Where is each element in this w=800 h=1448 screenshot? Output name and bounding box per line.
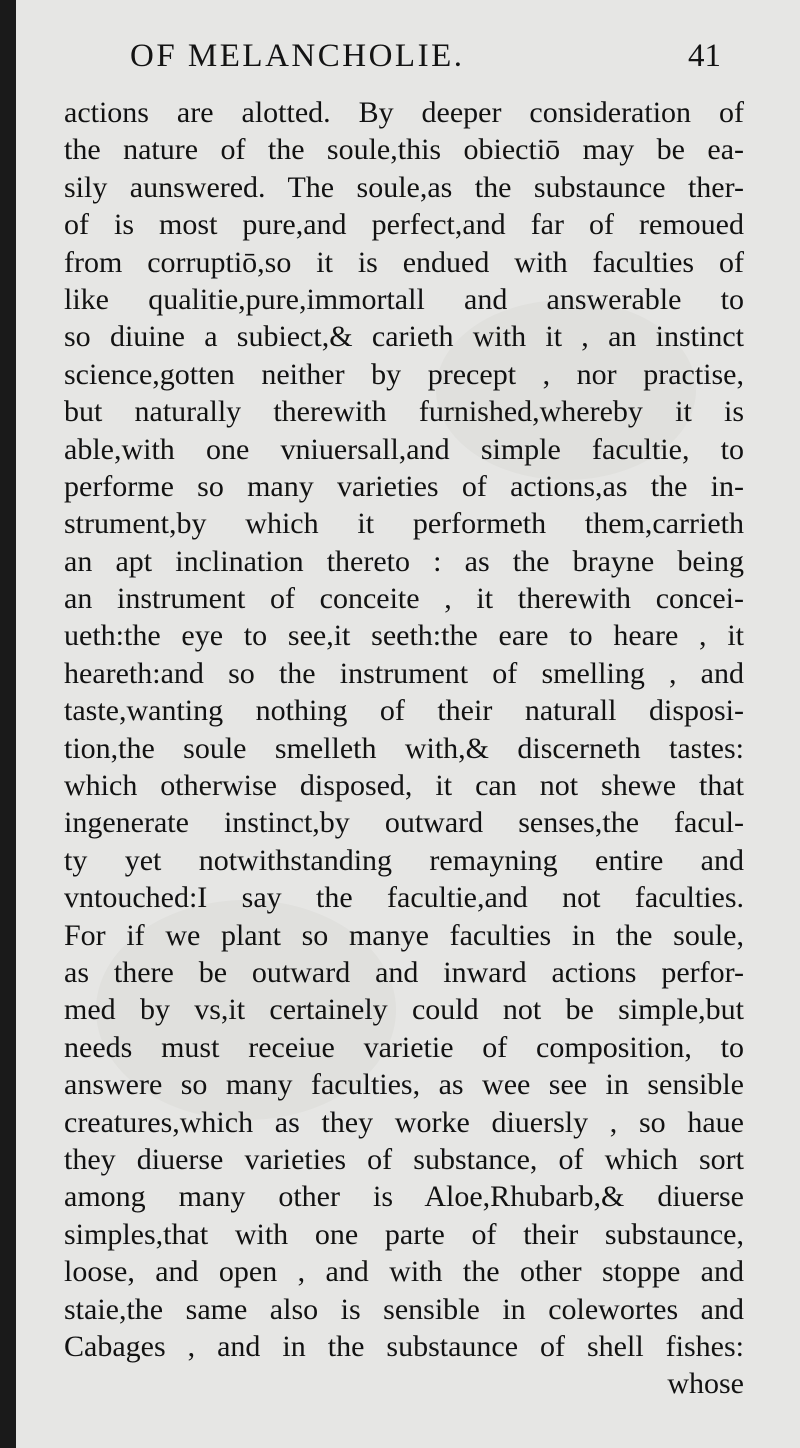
text-line: strument,by which it performeth them,carrieth: [64, 507, 744, 541]
text-line: staie,the same also is sensible in colewortes and: [64, 1292, 744, 1326]
text-line: tion,the soule smelleth with,& discerneth tastes:: [64, 731, 744, 765]
text-line: creatures,which as they worke diuersly , so haue: [64, 1105, 744, 1139]
text-line: For if we plant so manye faculties in the soule,: [64, 918, 744, 952]
text-line: answere so many faculties, as wee see in sensible: [64, 1068, 744, 1102]
book-page: [16, 0, 800, 1448]
page-header: [16, 38, 800, 88]
text-line: among many other is Aloe,Rhubarb,& diuerse: [64, 1180, 744, 1214]
text-line: science,gotten neither by precept , nor practise,: [64, 357, 744, 391]
text-line: Cabages , and in the substaunce of shell fishes:: [64, 1329, 744, 1363]
text-line: an instrument of conceite , it therewith concei-: [64, 582, 744, 616]
catchword: whose: [667, 1367, 744, 1401]
text-line: ingenerate instinct,by outward senses,the facul-: [64, 806, 744, 840]
text-line: able,with one vniuersall,and simple facultie, to: [64, 432, 744, 466]
page-number: 41: [688, 38, 721, 74]
text-line: needs must receiue varietie of composition, to: [64, 1030, 744, 1064]
text-line: they diuerse varieties of substance, of which sort: [64, 1142, 744, 1176]
text-line: from corruptiō,so it is endued with faculties of: [64, 245, 744, 279]
text-line: of is most pure,and perfect,and far of remoued: [64, 208, 744, 242]
text-line: heareth:and so the instrument of smelling , and: [64, 656, 744, 690]
text-line: ty yet notwithstanding remayning entire and: [64, 843, 744, 877]
text-line: as there be outward and inward actions perfor-: [64, 955, 744, 989]
text-line: an apt inclination thereto : as the brayne being: [64, 544, 744, 578]
running-head: OF MELANCHOLIE.: [130, 38, 465, 74]
text-line: the nature of the soule,this obiectiō may be ea-: [64, 133, 744, 167]
text-line: performe so many varieties of actions,as the in-: [64, 469, 744, 503]
body-text: [64, 94, 744, 1403]
text-line: ueth:the eye to see,it seeth:the eare to heare , it: [64, 619, 744, 653]
text-line: simples,that with one parte of their substaunce,: [64, 1217, 744, 1251]
text-line: which otherwise disposed, it can not shewe that: [64, 769, 744, 803]
text-line: actions are alotted. By deeper consideration of: [64, 96, 744, 129]
text-line: med by vs,it certainely could not be simple,but: [64, 993, 744, 1027]
text-line: so diuine a subiect,& carieth with it , an instinct: [64, 320, 744, 354]
text-line: taste,wanting nothing of their naturall disposi-: [64, 694, 744, 728]
text-line: vntouched:I say the facultie,and not faculties.: [64, 881, 744, 915]
page-gutter-edge: [0, 0, 16, 1448]
text-line: loose, and open , and with the other stoppe and: [64, 1255, 744, 1289]
text-line: like qualitie,pure,immortall and answerable to: [64, 282, 744, 316]
text-line: but naturally therewith furnished,whereby it is: [64, 395, 744, 429]
text-line: sily aunswered. The soule,as the substaunce ther-: [64, 170, 744, 204]
